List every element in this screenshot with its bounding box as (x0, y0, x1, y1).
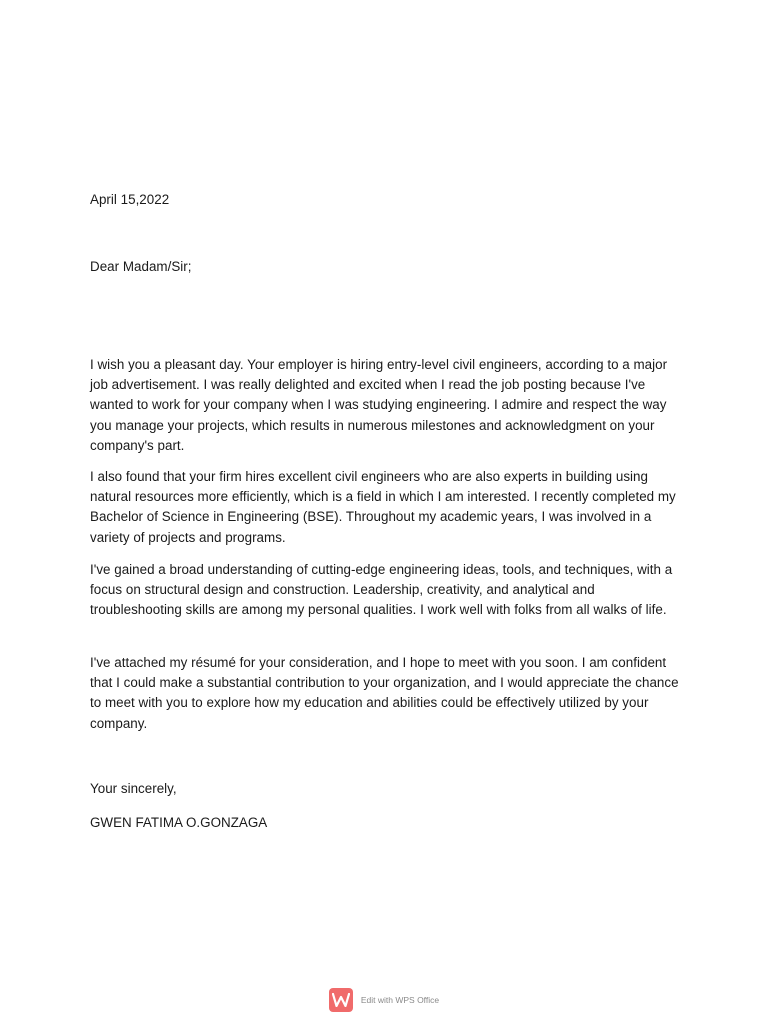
letter-closing: Your sincerely, (90, 781, 177, 796)
wps-edit-link[interactable]: Edit with WPS Office (360, 995, 440, 1005)
wps-edit-footer[interactable] (0, 986, 768, 1014)
letter-paragraph-2: I also found that your firm hires excellent civil engineers who are also experts in building using natural resources more efficiently, which is a field in which I am interested. I recently completed my Bachelor of Science in Engineering (BSE). Throughout my academic years, I was involved in a variety of projects and programs. (90, 469, 676, 545)
letter-paragraph-4: I've attached my résumé for your consideration, and I hope to meet with you soon. I am confident that I could make a substantial contribution to your organization, and I would appreciate the chance to meet with you to explore how my education and abilities could be effectively utilized by your company. (90, 655, 679, 731)
letter-paragraph-1: I wish you a pleasant day. Your employer is hiring entry-level civil engineers, according to a major job advertisement. I was really delighted and excited when I read the job posting because I've wanted to work for your company when I was studying engineering. I admire and respect the way you manage your projects, which results in numerous milestones and acknowledgment on your company's part. (90, 357, 668, 453)
wps-office-logo-icon[interactable] (329, 988, 353, 1012)
letter-date: April 15,2022 (90, 192, 170, 207)
letter-salutation: Dear Madam/Sir; (90, 259, 192, 274)
wps-w-glyph-icon (332, 993, 350, 1007)
letter-paragraph-3: I've gained a broad understanding of cutting-edge engineering ideas, tools, and techniques, with a focus on structural design and construction. Leadership, creativity, and analytical and troubleshooting skills are among my personal qualities. I work well with folks from all walks of life. (90, 562, 673, 618)
letter-signature: GWEN FATIMA O.GONZAGA (90, 815, 268, 830)
